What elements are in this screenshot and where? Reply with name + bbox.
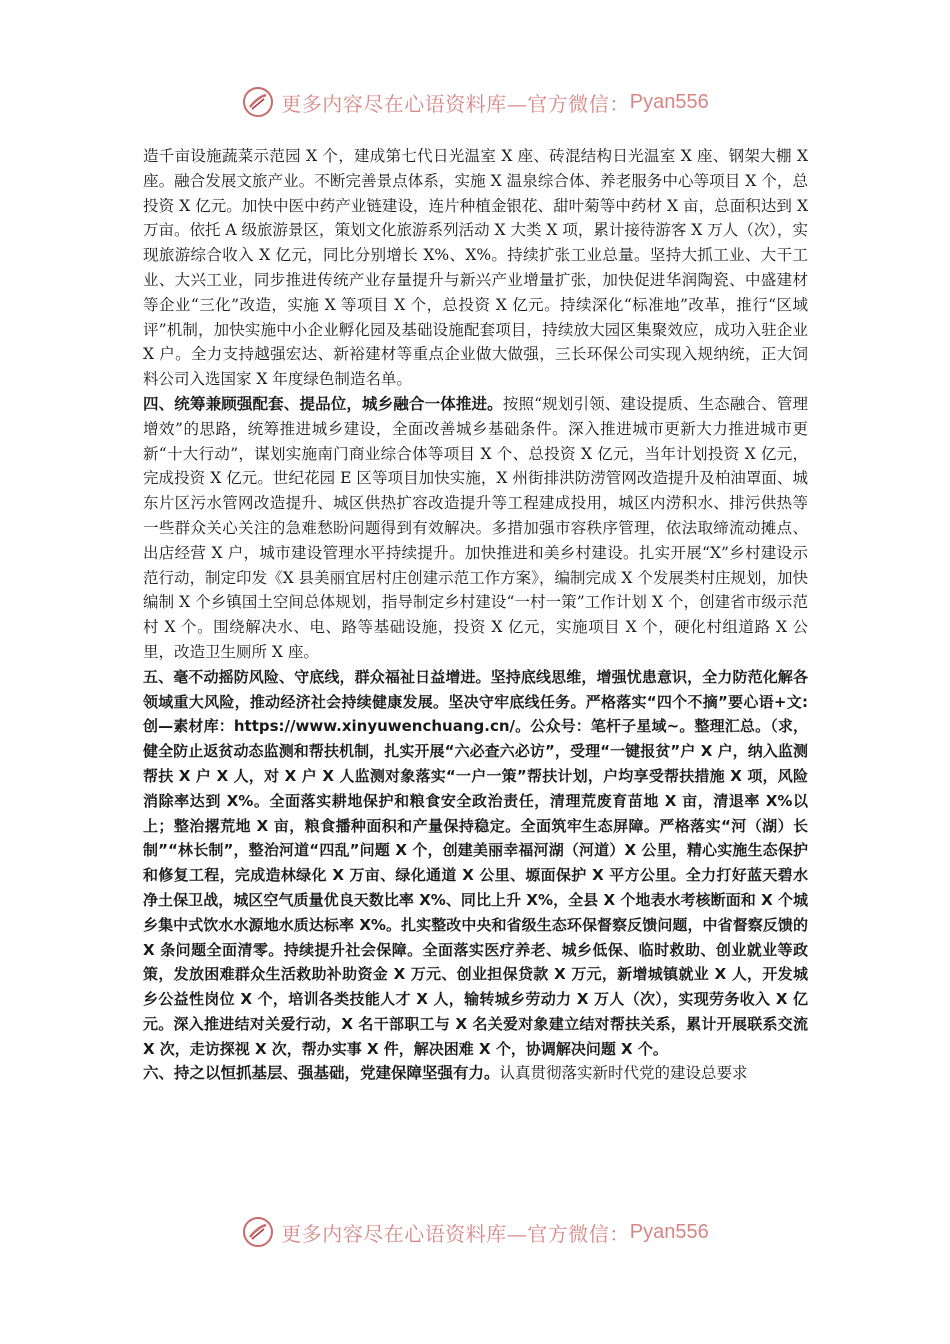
book-logo-icon	[241, 1215, 275, 1249]
body-text	[143, 144, 808, 1086]
paragraph-section-five: 五、毫不动摇防风险、守底线，群众福祉日益增进。坚持底线思维，增强忧患意识，全力防范化解各领域重大风险，推动经济社会持续健康发展。坚决守牢底线任务。严格落实“四个不摘”要心语+文:创—素材库：https://www.xinyuwenchuang.cn/。公众号：笔杆子星域~。整理汇总。（求，健全防止返贫动态监测和帮扶机制，扎实开展“六必查六必访”，受理“一键报贫”户 X 户，纳入监测帮扶 X 户 X 人，对 X 户 X 人监测对象落实“一户一策”帮扶计划，户均享受帮扶措施 X 项，风险消除率达到 X%。全面落实耕地保护和粮食安全政治责任，清理荒废育苗地 X 亩，清退率 X%以上；整治撂荒地 X 亩，粮食播种面积和产量保持稳定。全面筑牢生态屏障。严格落实“河（湖）长制”“林长制”，整治河道“四乱”问题 X 个，创建美丽幸福河湖（河道）X 公里，精心实施生态保护和修复工程，完成造林绿化 X 万亩、绿化通道 X 公里、塬面保护 X 平方公里。全力打好蓝天碧水净土保卫战，城区空气质量优良天数比率 X%、同比上升 X%，全县 X 个地表水考核断面和 X 个城乡集中式饮水水源地水质达标率 X%。扎实整改中央和省级生态环保督察反馈问题，中省督察反馈的 X 条问题全面清零。持续提升社会保障。全面落实医疗养老、城乡低保、临时救助、创业就业等政策，发放困难群众生活救助补助资金 X 万元、创业担保贷款 X 万元，新增城镇就业 X 人，开发城乡公益性岗位 X 个，培训各类技能人才 X 人，输转城乡劳动力 X 万人（次），实现劳务收入 X 亿元。深入推进结对关爱行动，X 名干部职工与 X 名关爱对象建立结对帮扶关系，累计开展联系交流 X 次，走访探视 X 次，帮办实事 X 件，解决困难 X 个，协调解决问题 X 个。	[143, 667, 808, 1058]
section-four-body: 按照“规划引领、建设提质、生态融合、管理增效”的思路，统筹推进城乡建设，全面改善城乡基础条件。深入推进城市更新大力推进城市更新“十大行动”，谋划实施南门商业综合体等项目 X 个、总投资 X 亿元，当年计划投资 X 亿元，完成投资 X 亿元。世纪花园 E 区等项目加快实施，X 州街排洪防涝管网改造提升及柏油罩面、城东片区污水管网改造提升、城区供热扩容改造提升等工程建成投用，城区内涝积水、排污供热等一些群众关心关注的急难愁盼问题得到有效解决。多措加强市容秩序管理，依法取缔流动摊点、出店经营 X 户，城市建设管理水平持续提升。加快推进和美乡村建设。扎实开展“X”乡村建设示范行动，制定印发《X 县美丽宜居村庄创建示范工作方案》，编制完成 X 个发展类村庄规划，加快编制 X 个乡镇国土空间总体规划，指导制定乡村建设“一村一策”工作计划 X 个，创建省市级示范村 X 个。围绕解决水、电、路等基础设施，投资 X 亿元，实施项目 X 个，硬化村组道路 X 公里，改造卫生厕所 X 座。	[143, 394, 808, 661]
book-logo-icon	[241, 85, 275, 119]
paragraph-section-six	[143, 1061, 808, 1086]
banner-wechat-handle: Pyan556	[629, 90, 709, 113]
banner-text: 更多内容尽在心语资料库—官方微信：	[281, 1221, 630, 1246]
paragraph-industry: 造千亩设施蔬菜示范园 X 个，建成第七代日光温室 X 座、砖混结构日光温室 X 座、钢架大棚 X 座。融合发展文旅产业。不断完善景点体系，实施 X 温泉综合体、养老服务中心等项目 X 个，总投资 X 亿元。加快中医中药产业链建设，连片种植金银花、甜叶菊等中药材 X 亩，总面积达到 X 万亩。依托 A 级旅游景区，策划文化旅游系列活动 X 大类 X 项，累计接待游客 X 万人（次），实现旅游综合收入 X 亿元，同比分别增长 X%、X%。持续扩张工业总量。坚持大抓工业、大干工业、大兴工业，同步推进传统产业存量提升与新兴产业增量扩张，加快促进华润陶瓷、中盛建材等企业“三化”改造，实施 X 等项目 X 个，总投资 X 亿元。持续深化“标准地”改革，推行“区域评”机制，加快实施中小企业孵化园及基础设施配套项目，持续放大园区集聚效应，成功入驻企业 X 户。全力支持越强宏达、新裕建材等重点企业做大做强，三长环保公司实现入规纳统，正大饲料公司入选国家 X 年度绿色制造名单。	[143, 147, 808, 389]
banner-text: 更多内容尽在心语资料库—官方微信：	[281, 91, 630, 116]
section-four-heading: 四、统筹兼顾强配套、提品位，城乡融合一体推进。	[143, 394, 503, 413]
paragraph-section-four	[143, 392, 808, 665]
section-six-body: 认真贯彻落实新时代党的建设总要求	[499, 1064, 748, 1083]
section-six-heading: 六、持之以恒抓基层、强基础，党建保障坚强有力。	[143, 1064, 500, 1083]
header-banner[interactable]	[0, 82, 950, 122]
banner-wechat-handle: Pyan556	[629, 1220, 709, 1243]
footer-banner[interactable]	[0, 1212, 950, 1252]
